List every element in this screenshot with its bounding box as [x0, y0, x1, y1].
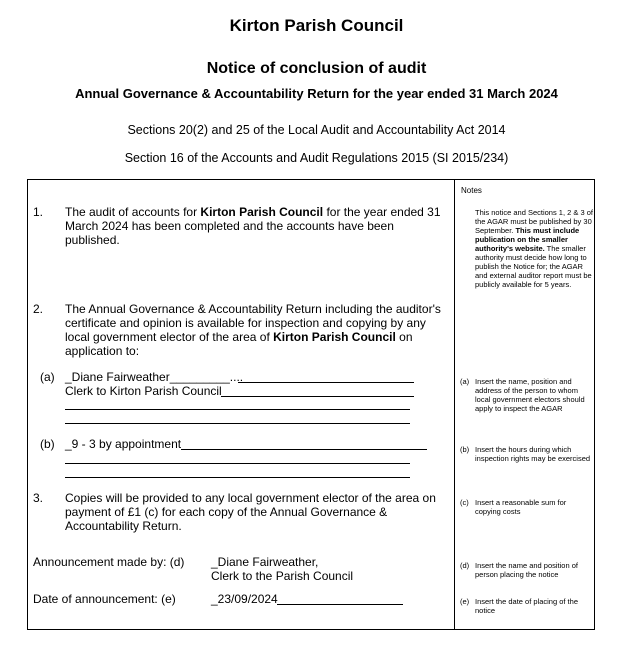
notes-heading: Notes: [461, 186, 482, 195]
council-title: Kirton Parish Council: [229, 16, 404, 35]
fill-line: [65, 463, 410, 464]
item-2a-label: (a): [40, 370, 55, 384]
item-2b-hours: _9 - 3 by appointment: [65, 437, 182, 451]
note-d-text: Insert the name and position of person placing the notice: [475, 561, 578, 579]
item-1-number: 1.: [33, 205, 44, 219]
notice-title: Notice of conclusion of audit: [206, 60, 427, 77]
note-a-label: (a): [460, 377, 470, 386]
note-a-text: Insert the name, position and address of the person to whom local government electors should apply to inspect the AGAR: [475, 377, 585, 413]
item-3-text: Copies will be provided to any local government elector of the area on payment of £1 (c) for each copy of the Annual Governance & Accountability Return.: [65, 491, 436, 533]
item-2b-label: (b): [40, 437, 55, 451]
date-label: Date of announcement: (e): [33, 592, 176, 606]
announcement-name: _Diane Fairweather,: [211, 555, 319, 569]
sections-line-2: Section 16 of the Accounts and Audit Regulations 2015 (SI 2015/234): [124, 151, 509, 165]
fill-line: [181, 449, 427, 450]
note-c-label: (c): [460, 498, 469, 507]
note-d-label: (d): [460, 561, 470, 570]
fill-line: [65, 477, 410, 478]
fill-line: [221, 396, 414, 397]
sections-line-1: Sections 20(2) and 25 of the Local Audit and Accountability Act 2014: [127, 123, 506, 137]
notes-main-text: This notice and Sections 1, 2 & 3 of the AGAR must be published by 30 September. This must include publication on the smaller authority's website. The smaller authority must decide how long to publish the Notice for; the AGAR and external auditor report must be publicly available for 5 years.: [475, 208, 593, 289]
item-2-text: The Annual Governance & Accountability Return including the auditor's certificate and opinion is available for inspection and copying by any local government elector of the area of Kirton Parish Council on application to:: [65, 302, 441, 358]
notes-divider: [454, 179, 455, 630]
item-2-number: 2.: [33, 302, 44, 316]
note-e-text: Insert the date of placing of the notice: [475, 597, 578, 615]
announcement-position: Clerk to the Parish Council: [211, 569, 354, 583]
fill-line: [238, 382, 414, 383]
announcement-label: Announcement made by: (d): [33, 555, 185, 569]
fill-line: [65, 409, 410, 410]
note-b-text: Insert the hours during which inspection rights may be exercised: [475, 445, 591, 463]
note-b-label: (b): [460, 445, 470, 454]
fill-line: [65, 423, 410, 424]
note-c-text: Insert a reasonable sum for copying costs: [475, 498, 567, 516]
item-3-number: 3.: [33, 491, 44, 505]
item-1-text: The audit of accounts for Kirton Parish Council for the year ended 31 March 2024 has been completed and the accounts have been published.: [65, 205, 441, 247]
item-2a-position: Clerk to Kirton Parish Council: [65, 384, 222, 398]
note-e-label: (e): [460, 597, 470, 606]
agar-title: Annual Governance & Accountability Return for the year ended 31 March 2024: [75, 86, 558, 101]
date-value: _23/09/2024: [211, 592, 278, 606]
fill-line: [277, 604, 403, 605]
item-2a-name: _Diane Fairweather_________....: [65, 370, 244, 384]
